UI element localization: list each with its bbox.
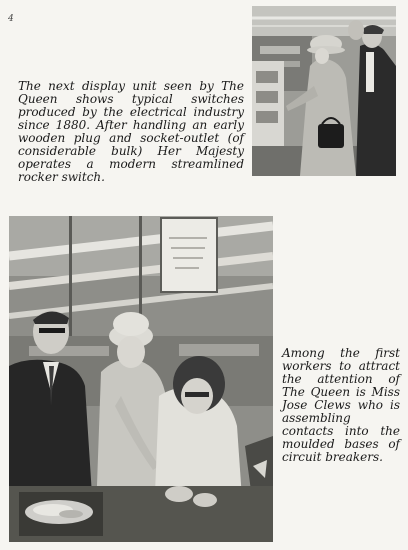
caption-bottom: Among the first workers to attract the attention of The Queen is Miss Jose Clews who is assembling contacts into the moulded bases of circuit breakers. (282, 346, 400, 464)
caption-top: The next display unit seen by The Queen shows typical switches produced by the electrical industry since 1880. After handling an early wooden plug and socket-outlet (of considerable bulk) Her Majesty operates a modern streamlined rocker switch. (18, 79, 244, 184)
photo-queen-with-worker (9, 216, 273, 542)
page-number: 4 (8, 14, 14, 24)
photo-queen-display-unit (252, 6, 396, 176)
